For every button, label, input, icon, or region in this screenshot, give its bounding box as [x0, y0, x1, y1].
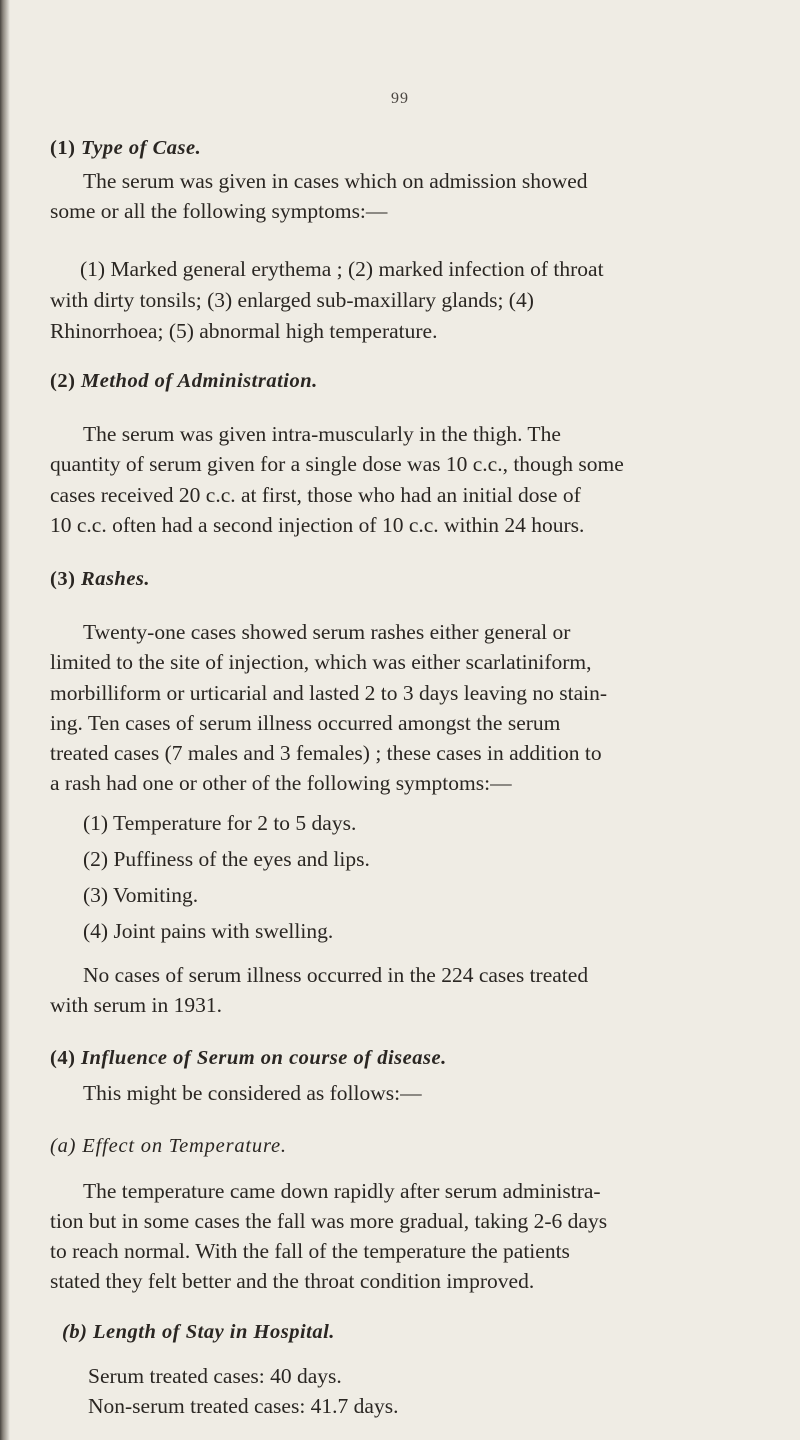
- body-line: limited to the site of injection, which was either scarlatiniform,: [50, 650, 592, 674]
- body-line: (1) Marked general erythema ; (2) marked infection of throat: [80, 257, 604, 281]
- symptom-item: (3) Vomiting.: [83, 883, 199, 907]
- section-2-title: Method of Administration.: [81, 370, 318, 392]
- subsection-a-heading: [50, 1131, 750, 1161]
- subsection-a-number: (a): [50, 1135, 77, 1157]
- subsection-a-title: Effect on Temperature.: [82, 1135, 287, 1157]
- body-line: with serum in 1931.: [50, 993, 222, 1017]
- body-line: This might be considered as follows:—: [83, 1081, 422, 1105]
- body-line: No cases of serum illness occurred in the 224 cases treated: [83, 963, 589, 987]
- body-line: stated they felt better and the throat condition improved.: [50, 1269, 535, 1293]
- body-line: morbilliform or urticarial and lasted 2 to 3 days leaving no stain-: [50, 681, 608, 705]
- body-line: to reach normal. With the fall of the temperature the patients: [50, 1239, 570, 1263]
- stay-line: Non-serum treated cases: 41.7 days.: [88, 1394, 399, 1418]
- symptom-item: (1) Temperature for 2 to 5 days.: [83, 811, 357, 835]
- subsection-b-heading: [62, 1317, 762, 1347]
- page-edge-shadow: [0, 0, 10, 1440]
- section-2-heading: [50, 366, 750, 396]
- section-4-heading: [50, 1043, 750, 1073]
- body-line: The serum was given in cases which on admission showed: [83, 169, 588, 193]
- body-line: cases received 20 c.c. at first, those who had an initial dose of: [50, 483, 581, 507]
- section-1-heading: [50, 133, 750, 163]
- section-4-title: Influence of Serum on course of disease.: [81, 1047, 447, 1069]
- section-2-number: (2): [50, 370, 76, 392]
- page-number: 99: [391, 90, 409, 107]
- symptom-item: (4) Joint pains with swelling.: [83, 919, 334, 943]
- body-line: Rhinorrhoea; (5) abnormal high temperature.: [50, 319, 438, 343]
- body-line: quantity of serum given for a single dose was 10 c.c., though some: [50, 452, 624, 476]
- symptom-item: (2) Puffiness of the eyes and lips.: [83, 847, 370, 871]
- section-3-heading: [50, 564, 750, 594]
- body-line: some or all the following symptoms:—: [50, 199, 388, 223]
- body-line: a rash had one or other of the following symptoms:—: [50, 771, 512, 795]
- body-line: ing. Ten cases of serum illness occurred amongst the serum: [50, 711, 561, 735]
- body-line: 10 c.c. often had a second injection of 10 c.c. within 24 hours.: [50, 513, 585, 537]
- section-3-title: Rashes.: [81, 568, 151, 590]
- stay-line: Serum treated cases: 40 days.: [88, 1364, 342, 1388]
- body-line: The serum was given intra-muscularly in the thigh. The: [83, 422, 561, 446]
- section-3-number: (3): [50, 568, 76, 590]
- body-line: Twenty-one cases showed serum rashes either general or: [83, 620, 571, 644]
- subsection-b-number: (b): [62, 1321, 88, 1343]
- body-line: tion but in some cases the fall was more gradual, taking 2-6 days: [50, 1209, 608, 1233]
- body-line: treated cases (7 males and 3 females) ; these cases in addition to: [50, 741, 602, 765]
- subsection-b-title: Length of Stay in Hospital.: [93, 1321, 335, 1343]
- section-4-number: (4): [50, 1047, 76, 1069]
- body-line: The temperature came down rapidly after serum administra-: [83, 1179, 601, 1203]
- section-1-number: (1): [50, 137, 76, 159]
- section-1-title: Type of Case.: [81, 137, 202, 159]
- body-line: with dirty tonsils; (3) enlarged sub-maxillary glands; (4): [50, 288, 534, 312]
